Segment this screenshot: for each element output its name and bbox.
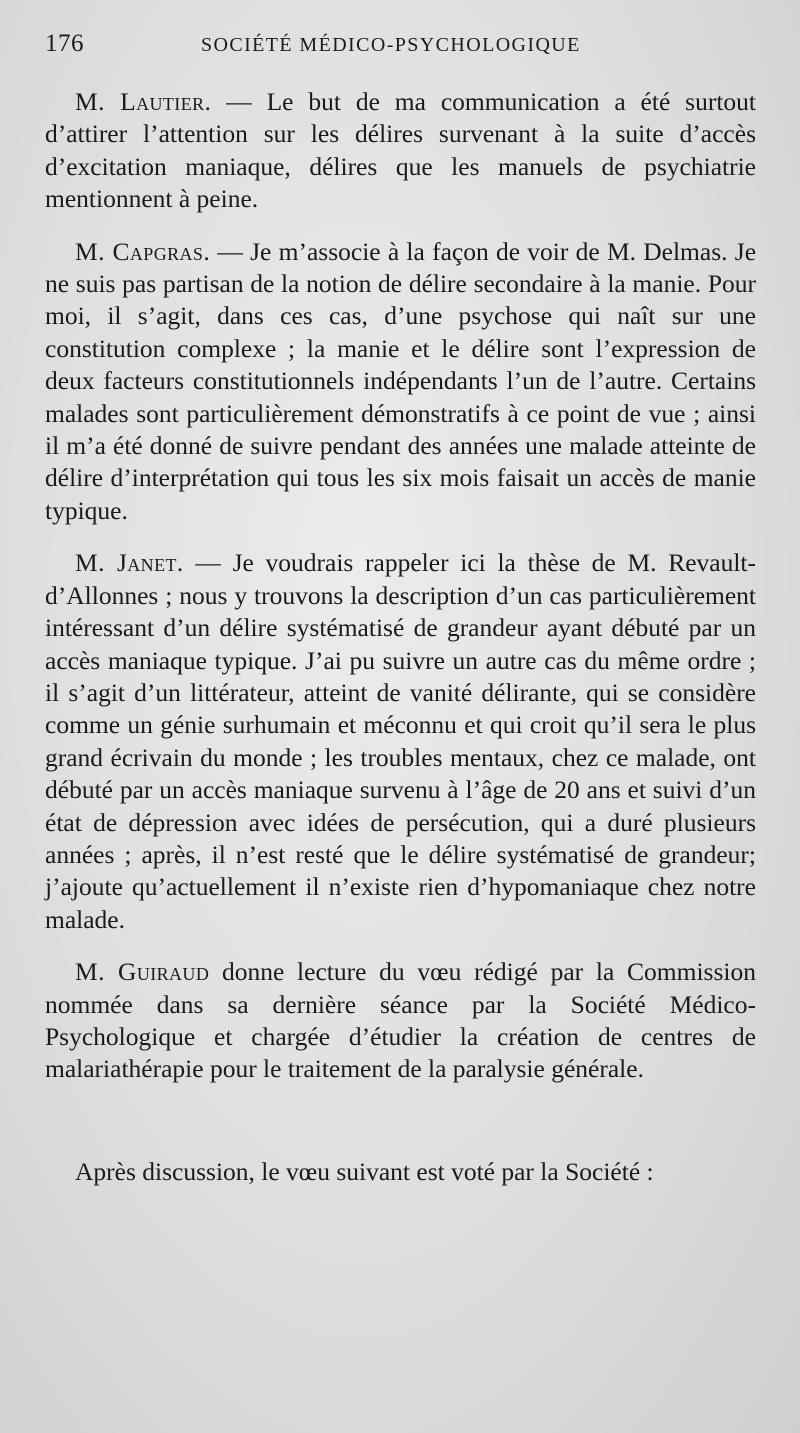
speaker-name: M. Lautier.	[75, 87, 212, 116]
running-head: SOCIÉTÉ MÉDICO-PSYCHOLOGIQUE	[201, 34, 581, 56]
paragraph-text: donne lecture du vœu rédigé par la Commission nommée dans sa dernière séance par la Société Médico-Psychologique et chargée d’étudier la création de centres de malariathérapie pour le traitement de la paralysie générale.	[45, 957, 756, 1084]
paragraph-capgras	[45, 236, 756, 528]
paragraph-text: — Je voudrais rappeler ici la thèse de M. Revault-d’Allonnes ; nous y trouvons la description d’un cas particulièrement intéressant d’un délire systématisé de grandeur ayant débuté par un accès maniaque typique. J’ai pu suivre un autre cas du même ordre ; il s’agit d’un littérateur, atteint de vanité délirante, qui se considère comme un génie surhumain et méconnu et qui croit qu’il sera le plus grand écrivain du monde ; les troubles mentaux, chez ce malade, ont débuté par un accès maniaque survenu à l’âge de 20 ans et suivi d’un état de dépression avec idées de persécution, qui a duré plusieurs années ; après, il n’est resté que le délire systématisé de grandeur; j’ajoute qu’actuellement il n’existe rien d’hypomaniaque chez notre malade.	[45, 548, 757, 934]
speaker-name: M. Guiraud	[75, 957, 210, 987]
paragraph-lautier	[45, 86, 756, 216]
paragraph-vote	[45, 1156, 756, 1188]
paragraph-janet	[45, 547, 756, 936]
page-number: 176	[45, 30, 84, 57]
paragraph-text: — Je m’associe à la façon de voir de M. Delmas. Je ne suis pas partisan de la notion de délire secondaire à la manie. Pour moi, il s’agit, dans ces cas, d’une psychose qui naît sur une constitution complexe ; la manie et le délire sont l’expression de deux facteurs constitutionnels indépendants l’un de l’autre. Certains malades sont particulièrement démonstratifs à ce point de vue ; ainsi il m’a été donné de suivre pendant des années une malade atteinte de délire d’interprétation qui tous les six mois faisait un accès de manie typique.	[45, 236, 757, 525]
paragraph-guiraud	[45, 956, 756, 1086]
page-header	[45, 30, 756, 76]
paragraph-text: — Le but de ma communication a été surtout d’attirer l’attention sur les délires survenant à la suite d’accès d’excitation maniaque, délires que les manuels de psychiatrie mentionnent à peine.	[45, 87, 756, 214]
paragraph-text: Après discussion, le vœu suivant est voté par la Société :	[75, 1156, 654, 1186]
speaker-name: M. Janet.	[75, 548, 184, 578]
speaker-name: M. Capgras.	[75, 236, 211, 266]
